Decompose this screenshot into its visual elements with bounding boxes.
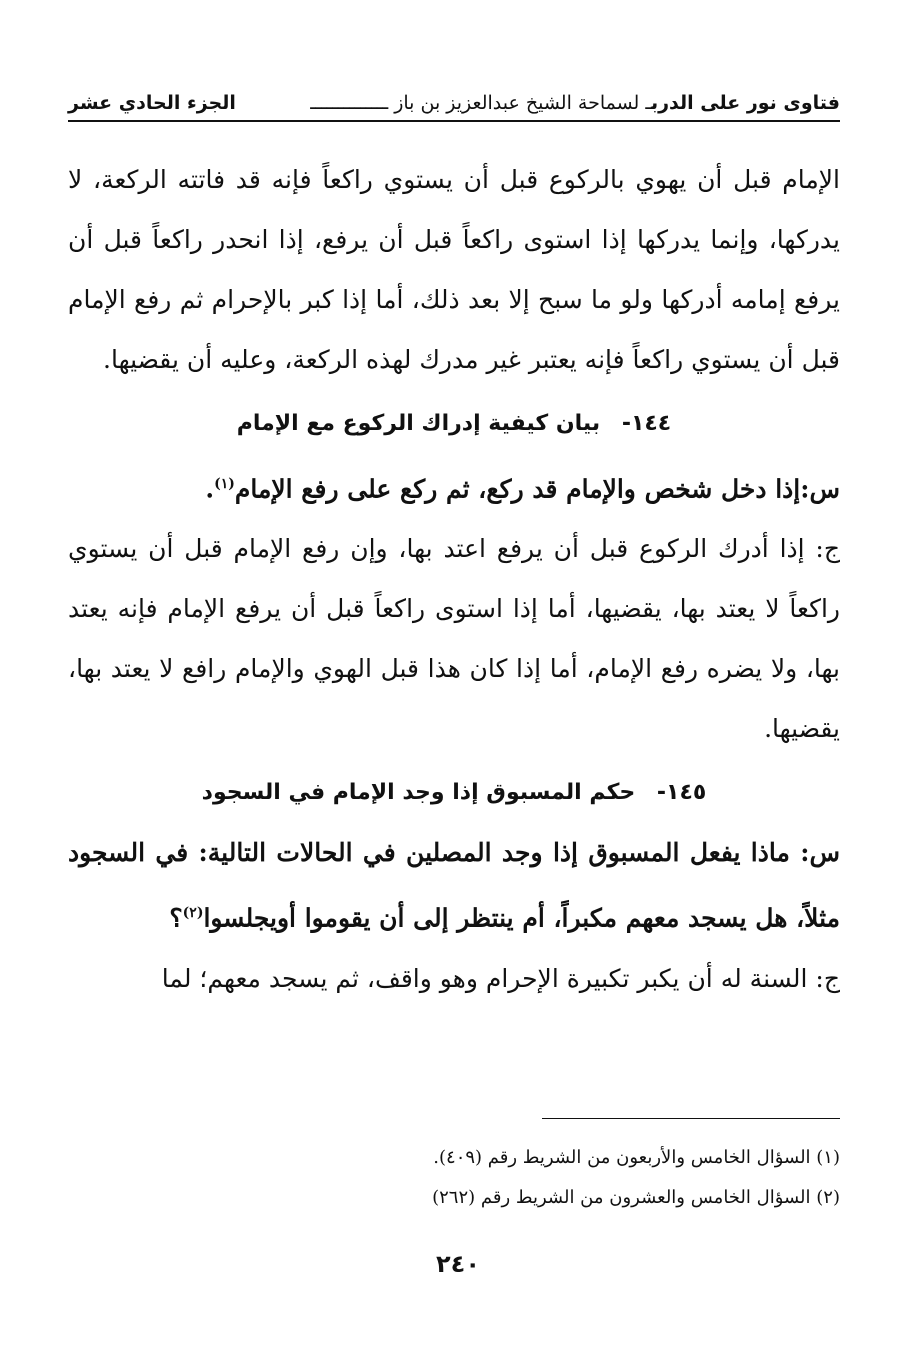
footnotes [68, 1138, 840, 1218]
section-heading-144 [68, 404, 840, 444]
section-number: ١٤٤- [621, 411, 672, 436]
question-end: ؟ [169, 903, 183, 933]
section-number: ١٤٥- [656, 780, 707, 806]
question-end: . [205, 474, 215, 504]
header-left-group [310, 92, 840, 114]
page-number: ٢٤٠ [436, 1250, 480, 1278]
footnote-ref: (٢) [182, 905, 204, 922]
question-144 [68, 454, 840, 519]
question-text: س:إذا دخل شخص والإمام قد ركع، ثم ركع على رفع الإمام [234, 474, 840, 504]
question-text: س: ماذا يفعل المسبوق إذا وجد المصلين في الحالات التالية: في السجود مثلاً، هل يسجد معهم مكبراً، أم ينتظر إلى أن يقوموا أويجلسوا [68, 838, 840, 933]
footnote-2: (٢) السؤال الخامس والعشرون من الشريط رقم (٢٦٢) [432, 1187, 840, 1208]
footnote-divider [542, 1118, 840, 1119]
author-line: ـ لسماحة الشيخ عبدالعزيز بن باز ــــــــــــــ [310, 92, 651, 114]
page-content [68, 150, 840, 1009]
footnote-ref: (١) [214, 476, 235, 492]
intro-paragraph: الإمام قبل أن يهوي بالركوع قبل أن يستوي راكعاً فإنه قد فاتته الركعة، لا يدركها، وإنما يدركها إذا استوى راكعاً قبل أن يرفع، إذا انحدر راكعاً قبل أن يرفع إمامه أدركها ولو ما سبح إلا بعد ذلك، أما إذا كبر بالإحرام ثم رفع الإمام قبل أن يستوي راكعاً فإنه يعتبر غير مدرك لهذه الركعة، وعليه أن يقضيها. [68, 165, 840, 374]
footnote-1: (١) السؤال الخامس والأربعون من الشريط رقم (٤٠٩). [433, 1147, 840, 1168]
answer-145: ج: السنة له أن يكبر تكبيرة الإحرام وهو واقف، ثم يسجد معهم؛ لما [161, 963, 840, 993]
answer-144: ج: إذا أدرك الركوع قبل أن يرفع اعتد بها، وإن رفع الإمام قبل أن يستوي راكعاً لا يعتد بها، يقضيها، أما إذا استوى راكعاً قبل أن يرفع الإمام فإنه يعتد بها، ولا يضره رفع الإمام، أما إذا كان هذا قبل الهوي والإمام رافع لا يعتد بها، يقضيها. [68, 534, 840, 744]
section-heading-145 [68, 773, 840, 813]
question-145 [68, 823, 840, 948]
section-title: حكم المسبوق إذا وجد الإمام في السجود [201, 780, 636, 806]
running-header [68, 92, 840, 122]
volume-label: الجزء الحادي عشر [68, 92, 236, 114]
series-title: فتاوى نور على الدرب [650, 92, 840, 114]
section-title: بيان كيفية إدراك الركوع مع الإمام [236, 411, 601, 436]
